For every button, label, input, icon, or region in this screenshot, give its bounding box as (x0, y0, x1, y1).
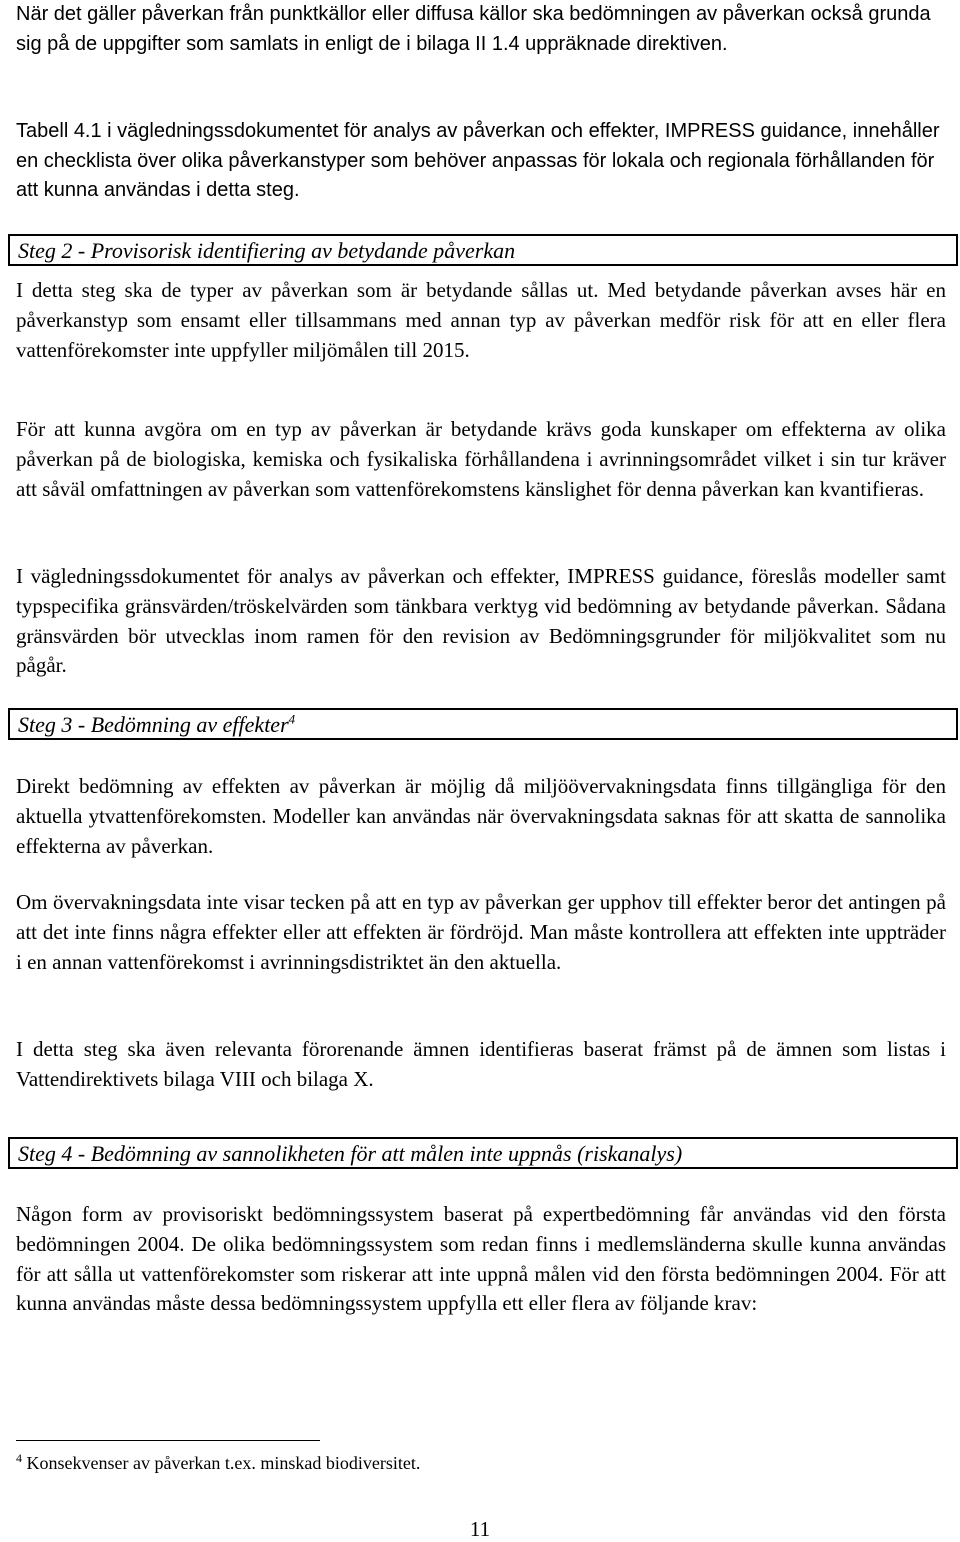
section-heading-steg-3 (8, 708, 958, 740)
paragraph-overvakningsdata: Om övervakningsdata inte visar tecken på att en typ av påverkan ger upphov till effekter beror det antingen på att det inte finns några effekter eller att effekten är fördröjd. Man måste kontrollera att effekten inte uppträder i en annan vattenförekomst i avrinningsdistriktet än den aktuella. (16, 890, 946, 974)
heading-steg-3-label: Steg 3 - Bedömning av effekter (18, 712, 289, 737)
heading-text-steg-3 (18, 711, 295, 739)
footnote-ref: 4 (288, 711, 296, 727)
footnote-marker: 4 (16, 1451, 22, 1465)
paragraph-fororenande: I detta steg ska även relevanta förorenande ämnen identifieras baserat främst på de ämnen som listas i Vattendirektivets bilaga VIII och bilaga X. (16, 1037, 946, 1091)
footnote-divider (16, 1440, 320, 1441)
paragraph-avgora: För att kunna avgöra om en typ av påverkan är betydande krävs goda kunskaper om effekterna av olika påverkan på de biologiska, kemiska och fysikaliska förhållandena i avrinningsområdet vilket i sin tur kräver att såväl omfattningen av påverkan som vattenförekomstens känslighet för denna påverkan kan kvantifieras. (16, 417, 946, 501)
page-number: 11 (469, 1517, 491, 1541)
heading-text-steg-2: Steg 2 - Provisorisk identifiering av betydande påverkan (18, 238, 516, 263)
paragraph-provisoriskt: Någon form av provisoriskt bedömningssystem baserat på expertbedömning får användas vid den första bedömningen 2004. De olika bedömningssystem som redan finns i medlemsländerna skulle kunna användas för att sålla ut vattenförekomster som riskerar att inte uppnå målen vid den första bedömningen 2004. För att kunna användas måste dessa bedömningssystem uppfylla ett eller flera av följande krav: (16, 1202, 946, 1316)
paragraph-intro: När det gäller påverkan från punktkällor eller diffusa källor ska bedömningen av påverkan också grunda sig på de uppgifter som samlats in enligt de i bilaga II 1.4 uppräknade direktiven. (16, 3, 931, 55)
heading-text-steg-4: Steg 4 - Bedömning av sannolikheten för att målen inte uppnås (riskanalys) (18, 1141, 683, 1166)
paragraph-vagledning: I vägledningssdokumentet för analys av påverkan och effekter, IMPRESS guidance, föreslås modeller samt typspecifika gränsvärden/tröskelvärden som tänkbara verktyg vid bedömning av betydande påverkan. Sådana gränsvärden bör utvecklas inom ramen för den revision av Bedömningsgrunder för miljökvalitet som nu pågår. (16, 564, 946, 678)
section-heading-steg-2 (8, 234, 958, 266)
paragraph-direkt-bedomning: Direkt bedömning av effekten av påverkan är möjlig då miljöövervakningsdata finns tillgängliga för den aktuella ytvattenförekomsten. Modeller kan användas när övervakningsdata saknas för att skatta de sannolika effekterna av påverkan. (16, 774, 946, 858)
footnote (16, 1452, 420, 1474)
section-heading-steg-4 (8, 1137, 958, 1169)
paragraph-tabell: Tabell 4.1 i vägledningssdokumentet för analys av påverkan och effekter, IMPRESS guidance, innehåller en checklista över olika påverkanstyper som behöver anpassas för lokala och regionala förhållanden för att kunna användas i detta steg. (16, 120, 940, 201)
footnote-text: Konsekvenser av påverkan t.ex. minskad biodiversitet. (26, 1453, 421, 1473)
paragraph-steg2-intro: I detta steg ska de typer av påverkan som är betydande sållas ut. Med betydande påverkan avses här en påverkanstyp som ensamt eller tillsammans med annan typ av påverkan medför risk för att en eller flera vattenförekomster inte uppfyller miljömålen till 2015. (16, 278, 946, 362)
